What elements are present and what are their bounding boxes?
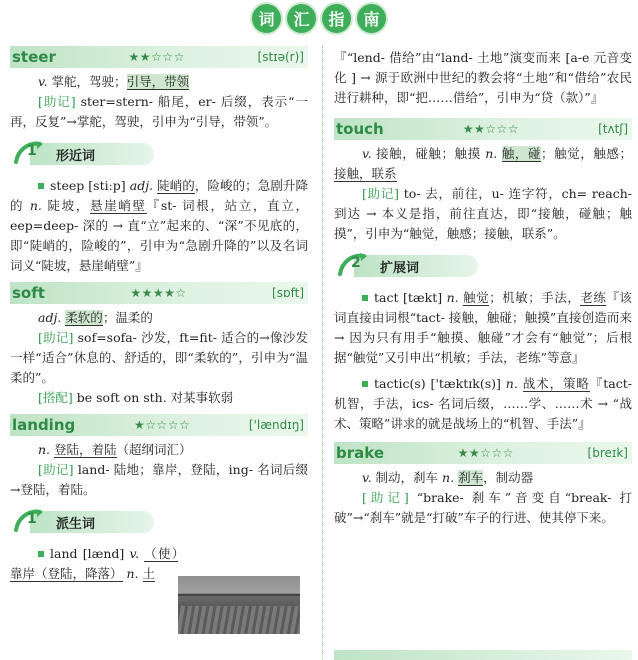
phonetic: [stɪə(r)]: [257, 50, 304, 64]
bullet-icon: [362, 295, 368, 301]
number-badge-icon: 1: [14, 508, 44, 536]
entry-header-brake: [334, 442, 632, 464]
headword: touch: [336, 120, 384, 138]
headword: landing: [12, 416, 76, 434]
collocation: [搭配] be soft on sth. 对某事软弱: [38, 390, 234, 405]
tactic-entry: tactic(s) ['tæktɪk(s)] n. 战术，策略『tact- 机智，手法，ics- 名词后缀，……学、……术 → “战术、策略”讲求的就是战场上的“机智、手法”』: [334, 376, 632, 431]
mnemonic: [助记] to- 去，前往，u- 连字符，ch= reach- 到达 → 本义是指，前往直达，即“接触，碰触；触摸”，引申为“触觉，触感；接触，联系”。: [334, 186, 632, 241]
tact-entry: tact [tækt] n. 触觉；机敏；手法，老练『该词直接由词根“tact- 接触，触碰；触摸”直接创造而来 → 因为只有用手“触摸、触碰”才会有“触觉”；后根据“触觉”又引申出“机敏；手法，老练”等意』: [334, 290, 632, 365]
definition: v. 制动，刹车 n. 刹车，制动器: [362, 470, 534, 485]
mnemonic: [助记] land- 陆地；靠岸，登陆，ing- 名词后缀→登陆，着陆。: [10, 462, 308, 497]
subsection-derived-words: [10, 506, 308, 536]
star-rating: ★★★★☆: [130, 286, 187, 300]
header-char: 词: [252, 4, 281, 33]
header-char: 南: [357, 4, 386, 33]
phonetic: [breɪk]: [587, 446, 628, 460]
left-column: [10, 46, 308, 584]
definition: v. 掌舵，驾驶；引导，带领: [38, 74, 190, 89]
mnemonic: [助记] sof=sofa- 沙发，ft=fit- 适合的→像沙发一样“适合”休息的、舒适的，即“柔软的”，引申为“温柔的”。: [10, 330, 308, 385]
subsection-label: 派生词: [56, 517, 96, 532]
section-header: [0, 4, 638, 36]
bullet-icon: [362, 381, 368, 387]
header-char: 指: [322, 4, 351, 33]
mnemonic: [助记] ster=stern- 船尾，er- 后缀，表示“一再，反复”→掌舵，驾驶，引申为“引导，带领”。: [10, 94, 308, 129]
entry-header-touch: [334, 118, 632, 140]
star-rating: ★★☆☆☆: [457, 446, 514, 460]
bullet-icon: [38, 183, 44, 189]
star-rating: ★★☆☆☆: [128, 50, 185, 64]
subsection-label: 形近词: [56, 149, 96, 164]
entry-header-landing: [10, 414, 308, 436]
bullet-icon: [38, 551, 44, 557]
subsection-label: 扩展词: [380, 261, 420, 276]
entry-header-steer: [10, 46, 308, 68]
phonetic: ['lændɪŋ]: [248, 418, 304, 432]
star-rating: ★★☆☆☆: [462, 122, 520, 136]
definition: adj. 柔软的；温柔的: [38, 310, 153, 325]
number-badge-icon: 2: [338, 252, 368, 280]
subsection-extended-words: [334, 250, 632, 280]
header-char: 汇: [287, 4, 316, 33]
column-divider: [322, 46, 323, 660]
mnemonic: [助记] “brake- 刹车”音变自“break- 打破”→“刹车”就是“打破”车子的行进、使其停下来。: [334, 490, 632, 525]
number-badge-icon: 1: [14, 140, 44, 168]
farmland-photo: [178, 576, 300, 634]
headword: steer: [12, 48, 56, 66]
subsection-similar-words: [10, 138, 308, 168]
right-column: [334, 48, 632, 528]
headword: brake: [336, 444, 385, 462]
phonetic: [sɒft]: [272, 286, 304, 300]
phonetic: [tʌtʃ]: [598, 122, 628, 136]
definition: n. 登陆，着陆（超纲词汇）: [38, 442, 192, 457]
next-entry-header-cut: [334, 650, 632, 660]
headword: soft: [12, 284, 45, 302]
definition: v. 接触，碰触；触摸 n. 触，碰；触觉，触感；接触，联系: [334, 146, 632, 181]
steep-entry: steep [stiːp] adj. 陡峭的，险峻的；急剧升降的 n. 陡坡，悬崖峭壁『st- 词根，站立，直立，eep=deep- 深的 → 直“立”起来的、“深”不见底的，即“陡峭的，险峻的”，引申为“急剧升降的”以及名词词义“陡坡，悬崖峭壁”』: [10, 178, 308, 273]
entry-header-soft: [10, 282, 308, 304]
land-note: 『“lend- 借给”由“land- 土地”演变而来 [a-e 元音变化 ] → 源于欧洲中世纪的教会将“土地”和“借给”农民进行耕种，即“把……借给”，引申为“贷（款）”』: [334, 50, 632, 105]
land-entry: land [lænd] v. （使）靠岸（登陆，降落） n. 土: [10, 546, 178, 581]
star-rating: ★☆☆☆☆: [133, 418, 191, 432]
